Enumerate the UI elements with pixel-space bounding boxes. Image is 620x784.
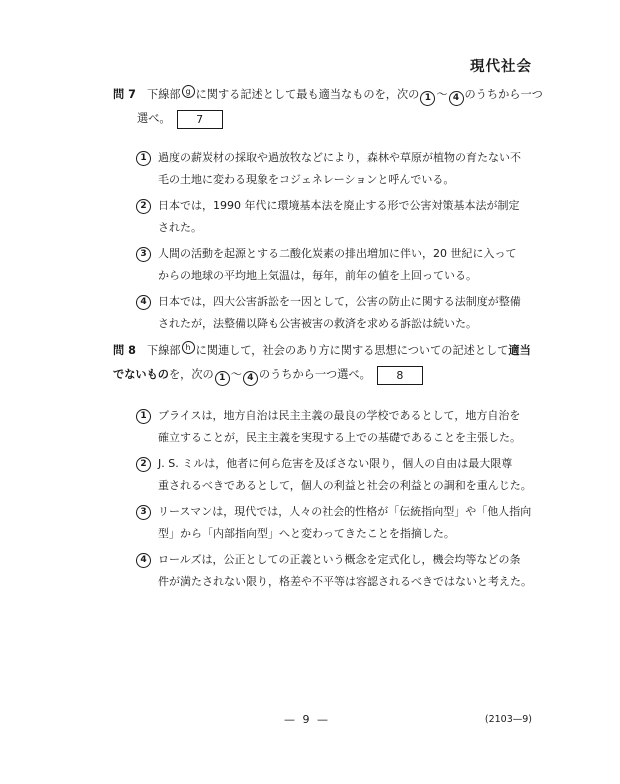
option-4[interactable] xyxy=(136,291,536,335)
page-number: — 9 — xyxy=(284,713,330,726)
option-text-line-1: リースマンは，現代では，人々の社会的性格が「伝統指向型」や「他人指向 xyxy=(158,505,532,518)
option-1[interactable] xyxy=(136,405,536,449)
question-7-line-1 xyxy=(113,83,543,107)
option-text-line-1: J. S. ミルは，他者に何ら危害を及ぼさない限り，個人の自由は最大限尊 xyxy=(158,457,513,470)
question-8-emphasis-a: 適当 xyxy=(508,344,531,357)
question-7-options xyxy=(136,147,536,339)
option-text-line-2: 重されるべきであるとして，個人の利益と社会の利益との調和を重んじた。 xyxy=(158,479,532,492)
range-to-badge: 4 xyxy=(449,91,464,106)
option-text-line-2: されたが，法整備以降も公害被害の救済を求める訴訟は続いた。 xyxy=(158,317,477,330)
option-number-badge: 1 xyxy=(136,151,151,166)
question-8 xyxy=(113,339,533,387)
option-text-line-1: 人間の活動を起源とする二酸化炭素の排出増加に伴い，20 世紀に入って xyxy=(158,247,517,260)
range-separator: 〜 xyxy=(230,368,242,381)
option-text-line-1: ブライスは，地方自治は民主主義の最良の学校であるとして，地方自治を xyxy=(158,409,521,422)
option-2[interactable] xyxy=(136,453,536,497)
exam-code: (2103—9) xyxy=(484,714,532,725)
subject-title: 現代社会 xyxy=(470,59,532,75)
option-number-badge: 3 xyxy=(136,247,151,262)
question-7-line-2 xyxy=(113,107,533,131)
question-8-emphasis-b: でないもの xyxy=(113,368,169,381)
option-text-line-2: 確立することが，民主主義を実現する上での基礎であることを主張した。 xyxy=(158,431,521,444)
option-number-badge: 1 xyxy=(136,409,151,424)
question-8-line-1 xyxy=(113,339,533,363)
option-number-badge: 2 xyxy=(136,457,151,472)
question-7-text-c: のうちから一つ xyxy=(464,88,543,101)
underline-mark-h: h xyxy=(182,341,195,354)
question-8-line-2 xyxy=(113,363,533,387)
question-8-text-a: 下線部 xyxy=(147,344,181,357)
option-text-line-1: 過度の薪炭材の採取や過放牧などにより，森林や草原が植物の育たない不 xyxy=(158,151,521,164)
option-text-line-1: ロールズは，公正としての正義という概念を定式化し，機会均等などの条 xyxy=(158,553,521,566)
option-number-badge: 4 xyxy=(136,295,151,310)
question-7-text-b: に関する記述として最も適当なものを，次の xyxy=(195,88,420,101)
range-separator: 〜 xyxy=(436,88,448,101)
option-text-line-2: された。 xyxy=(158,221,202,234)
answer-box-7[interactable]: 7 xyxy=(177,110,223,129)
option-text-line-2: 毛の土地に変わる現象をコジェネレーションと呼んでいる。 xyxy=(158,173,455,186)
option-text-line-1: 日本では，四大公害訴訟を一因として，公害の防止に関する法制度が整備 xyxy=(158,295,521,308)
question-7-text-d: 選べ。 xyxy=(137,112,171,125)
answer-box-8[interactable]: 8 xyxy=(377,366,423,385)
option-3[interactable] xyxy=(136,243,536,287)
underline-mark-g: g xyxy=(182,85,195,98)
option-text-line-2: からの地球の平均地上気温は，毎年，前年の値を上回っている。 xyxy=(158,269,477,282)
question-8-text-d: のうちから一つ選べ。 xyxy=(258,368,371,381)
option-4[interactable] xyxy=(136,549,536,593)
range-from-badge: 1 xyxy=(420,91,435,106)
question-8-text-c: を，次の xyxy=(168,368,214,381)
question-8-options xyxy=(136,405,536,597)
option-2[interactable] xyxy=(136,195,536,239)
question-7 xyxy=(113,83,543,131)
option-number-badge: 4 xyxy=(136,553,151,568)
option-text-line-2: 件が満たされない限り，格差や不平等は容認されるべきではないと考えた。 xyxy=(158,575,532,588)
option-number-badge: 3 xyxy=(136,505,151,520)
option-number-badge: 2 xyxy=(136,199,151,214)
option-1[interactable] xyxy=(136,147,536,191)
question-7-text-a: 下線部 xyxy=(147,88,181,101)
question-7-number: 問 7 xyxy=(113,88,136,101)
range-to-badge: 4 xyxy=(243,371,258,386)
option-3[interactable] xyxy=(136,501,536,545)
option-text-line-1: 日本では，1990 年代に環境基本法を廃止する形で公害対策基本法が制定 xyxy=(158,199,520,212)
option-text-line-2: 型」から「内部指向型」へと変わってきたことを指摘した。 xyxy=(158,527,455,540)
question-8-number: 問 8 xyxy=(113,344,136,357)
question-8-text-b: に関連して，社会のあり方に関する思想についての記述として xyxy=(195,344,509,357)
range-from-badge: 1 xyxy=(215,371,230,386)
